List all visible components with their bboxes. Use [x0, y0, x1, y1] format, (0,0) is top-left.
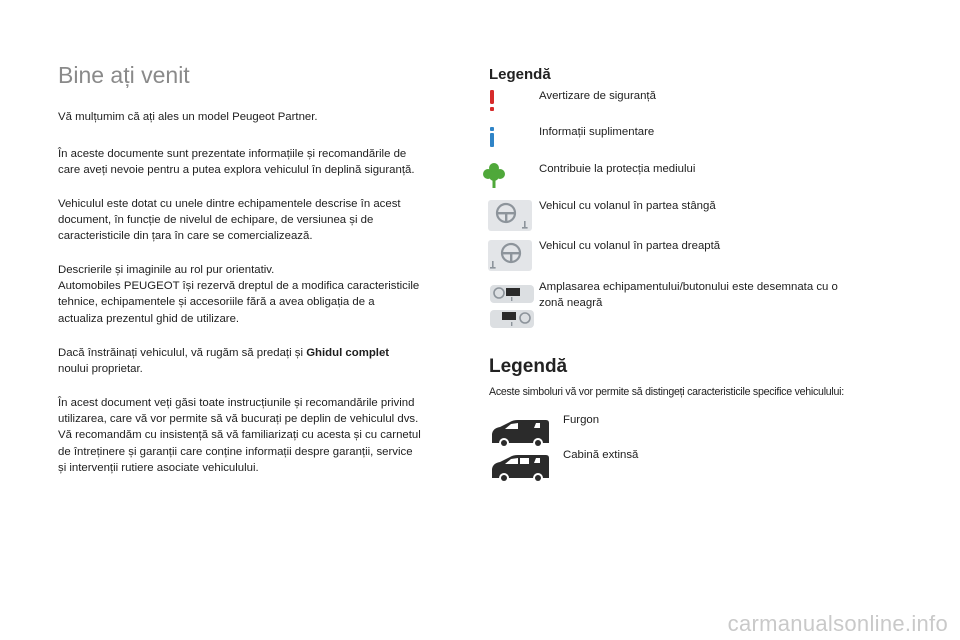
info-icon — [478, 125, 538, 159]
page-title: Bine ați venit — [58, 62, 190, 88]
vehicle-legend-intro: Aceste simboluri vă vor permite să distingeți caracteristicile specifice vehiculului: — [489, 386, 844, 398]
legend-heading: Legendă — [489, 66, 551, 83]
documents-paragraph: În aceste documente sunt prezentate informațiile și recomandările de care aveți nevoie pentru a putea explora vehiculul în deplină siguranță. — [58, 148, 415, 177]
legend-item-additional-info: Informații suplimentare — [478, 125, 898, 159]
disclaimer-paragraph: Descrierile și imaginile au rol pur orientativ. Automobiles PEUGEOT își rezervă dreptul de a modifica caracteristicile tehnice, echipamentele și accesoriile fără a avea obligația de a actualiza prezentul ghid de utilizare. — [58, 264, 420, 325]
exclamation-icon — [478, 89, 538, 123]
legend-item-safety-warning: Avertizare de siguranță — [478, 89, 898, 123]
button-location-icon — [478, 280, 538, 332]
legend-item-right-hand-drive: Vehicul cu volanul în partea dreaptă — [478, 239, 898, 273]
watermark: carmanualsonline.info — [727, 611, 948, 636]
tree-icon — [478, 162, 538, 196]
instructions-paragraph: În acest document veți găsi toate instrucțiunile și recomandările privind utilizarea, care vă vor permite să vă bucurați pe deplin de vehiculul dvs. Vă recomandăm cu insistență să vă familiarizați cu acesta și cu carnetul de întreținere și garanții care conține informații despre garanții, service și intervenții rutiere asociate vehiculului. — [58, 397, 421, 474]
equipment-paragraph: Vehiculul este dotat cu unele dintre echipamentele descrise în acest document, în funcție de nivelul de echipare, de versiunea și de caracteristicile din țara în care se comercializează. — [58, 198, 401, 243]
vehicle-legend-heading: Legendă — [489, 356, 568, 377]
intro-paragraph: Vă mulțumim că ați ales un model Peugeot Partner. — [58, 111, 318, 123]
crew-cab-icon — [488, 449, 554, 489]
right-hand-drive-icon — [478, 239, 538, 273]
legend-item-crew-cab: Cabină extinsă — [488, 449, 888, 489]
legend-item-van: Furgon — [488, 414, 888, 454]
complete-guide-emphasis: Ghidul complet — [306, 347, 390, 359]
legend-item-button-location: Amplasarea echipamentului/butonului este desemnata cu o zonă neagră — [478, 280, 898, 332]
legend-item-left-hand-drive: Vehicul cu volanul în partea stângă — [478, 199, 898, 233]
van-icon — [488, 414, 554, 454]
handover-paragraph: Dacă înstrăinați vehiculul, vă rugăm să predați și Ghidul complet noului proprietar. — [58, 347, 390, 376]
legend-item-environment: Contribuie la protecția mediului — [478, 162, 898, 196]
left-hand-drive-icon — [478, 199, 538, 233]
